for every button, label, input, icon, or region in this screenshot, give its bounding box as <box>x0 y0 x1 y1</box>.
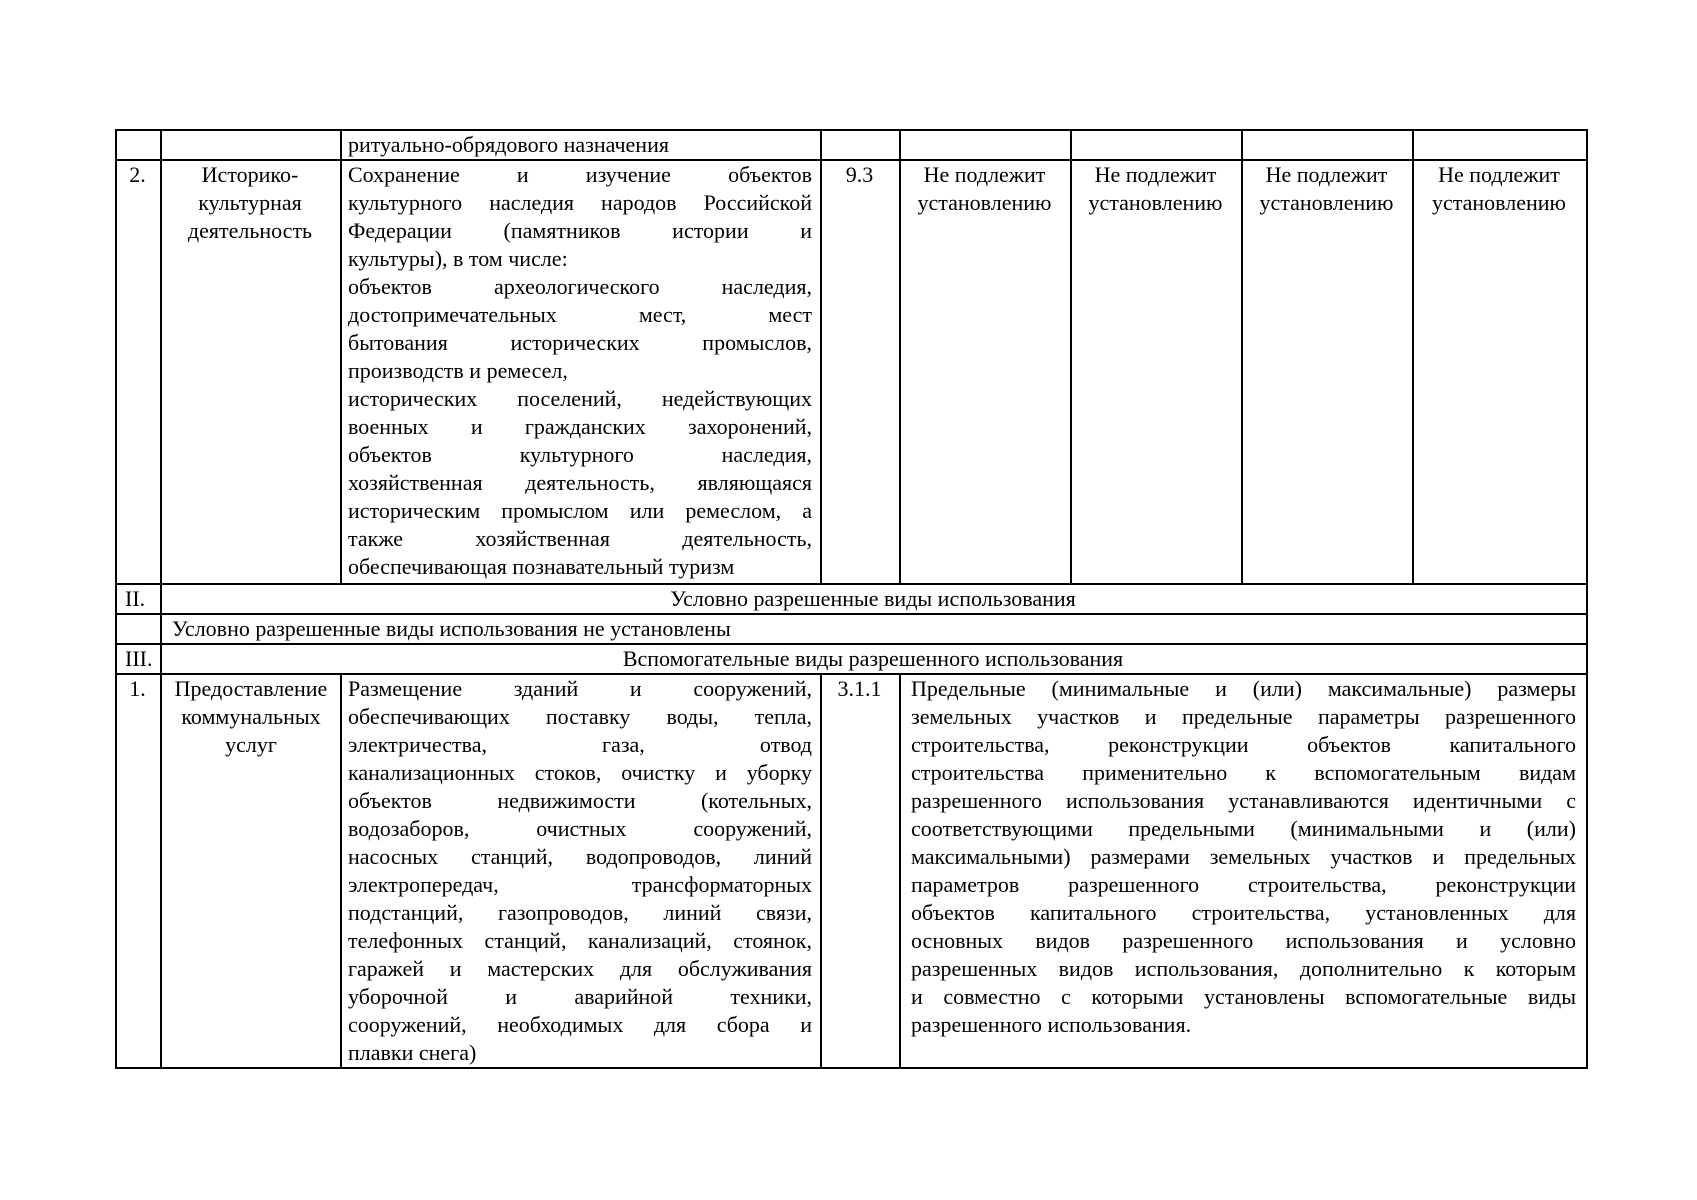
text-line: Предоставление <box>174 676 328 701</box>
text-line: культуры), в том числе: <box>348 246 568 271</box>
table-row-continuation <box>116 130 1587 160</box>
text-line: строительства, реконструкции объектов капитального <box>911 732 1576 757</box>
text-line: обеспечивающая познавательный туризм <box>348 554 735 579</box>
text-line: установлению <box>1259 190 1394 215</box>
text-line: сооружений, необходимых для сбора и <box>348 1012 812 1037</box>
cell-param-1 <box>900 160 1071 584</box>
land-use-table <box>115 129 1588 1069</box>
text-line: объектов археологического наследия, <box>348 274 812 299</box>
text-line: установлению <box>1088 190 1223 215</box>
text-line: электричества, газа, отвод <box>348 732 812 757</box>
text-line: военных и гражданских захоронений, <box>348 414 812 439</box>
text-line: канализационных стоков, очистку и уборку <box>348 760 812 785</box>
cell-use-description <box>341 674 821 1068</box>
cell-parameters-text <box>900 674 1587 1068</box>
text-line: Предельные (минимальные и (или) максимальные) размеры <box>911 676 1576 701</box>
text-line: объектов капитального строительства, установленных для <box>911 900 1576 925</box>
cell-use-description <box>341 160 821 584</box>
text-line: и совместно с которыми установлены вспомогательные виды <box>911 984 1576 1009</box>
text-line: уборочной и аварийной техники, <box>348 984 812 1009</box>
cell-description: ритуально-обрядового назначения <box>341 130 821 160</box>
cell-code-empty <box>821 130 900 160</box>
cell-classifier-code: 9.3 <box>821 160 900 584</box>
text-line: услуг <box>225 732 277 757</box>
text-line: Не подлежит <box>923 162 1046 187</box>
cell-classifier-code: 3.1.1 <box>821 674 900 1068</box>
cell-row-number: 1. <box>116 674 161 1068</box>
text-line: культурного наследия народов Российской <box>348 190 812 215</box>
cell-use-name <box>161 160 341 584</box>
section-number: III. <box>116 644 161 674</box>
section-heading-row-iii <box>116 644 1587 674</box>
cell-num-empty <box>116 130 161 160</box>
text-line: историческим промыслом или ремеслом, а <box>348 498 812 523</box>
section-title: Вспомогательные виды разрешенного использования <box>161 644 1587 674</box>
text-line: достопримечательных мест, мест <box>348 302 812 327</box>
cell-row-number: 2. <box>116 160 161 584</box>
text-line: максимальными) размерами земельных участков и предельных <box>911 844 1576 869</box>
text-line: исторических поселений, недействующих <box>348 386 812 411</box>
text-line: Историко- <box>201 162 299 187</box>
cell-param-3 <box>1242 160 1413 584</box>
cell-param-empty <box>1071 130 1242 160</box>
text-line: разрешенных видов использования, дополнительно к которым <box>911 956 1576 981</box>
text-line: объектов недвижимости (котельных, <box>348 788 812 813</box>
cell-num-empty <box>116 614 161 644</box>
text-line: хозяйственная деятельность, являющаяся <box>348 470 812 495</box>
text-line: разрешенного использования. <box>911 1012 1192 1037</box>
table-row-utilities <box>116 674 1587 1068</box>
text-line: Не подлежит <box>1094 162 1217 187</box>
text-line: обеспечивающих поставку воды, тепла, <box>348 704 812 729</box>
text-line: Не подлежит <box>1438 162 1560 187</box>
text-line: строительства применительно к вспомогательным видам <box>911 760 1576 785</box>
text-line: разрешенного использования устанавливаются идентичными с <box>911 788 1576 813</box>
text-line: земельных участков и предельные параметры разрешенного <box>911 704 1576 729</box>
text-line: водозаборов, очистных сооружений, <box>348 816 812 841</box>
text-line: деятельность <box>187 218 313 243</box>
section-number: II. <box>116 584 161 614</box>
text-line: Сохранение и изучение объектов <box>348 162 812 187</box>
cell-param-empty <box>1413 130 1587 160</box>
text-line: объектов культурного наследия, <box>348 442 812 467</box>
text-line: плавки снега) <box>348 1040 477 1065</box>
cell-param-empty <box>1242 130 1413 160</box>
cell-name-empty <box>161 130 341 160</box>
cell-use-name <box>161 674 341 1068</box>
text-line: параметров разрешенного строительства, реконструкции <box>911 872 1576 897</box>
table-row-historical-cultural <box>116 160 1587 584</box>
text-line: также хозяйственная деятельность, <box>348 526 812 551</box>
cell-param-2 <box>1071 160 1242 584</box>
text-line: подстанций, газопроводов, линий связи, <box>348 900 812 925</box>
text-line: Не подлежит <box>1265 162 1388 187</box>
text-line: установлению <box>1431 190 1566 215</box>
text-line: соответствующими предельными (минимальными и (или) <box>911 816 1576 841</box>
text-line: основных видов разрешенного использования и условно <box>911 928 1576 953</box>
section-title: Условно разрешенные виды использования <box>161 584 1587 614</box>
text-line: телефонных станций, канализаций, стоянок, <box>348 928 812 953</box>
text-line: Федерации (памятников истории и <box>348 218 812 243</box>
section-heading-row-ii <box>116 584 1587 614</box>
text-line: бытования исторических промыслов, <box>348 330 812 355</box>
text-line: электропередач, трансформаторных <box>348 872 812 897</box>
cell-param-empty <box>900 130 1071 160</box>
text-line: Размещение зданий и сооружений, <box>348 676 812 701</box>
text-line: гаражей и мастерских для обслуживания <box>348 956 812 981</box>
section-note: Условно разрешенные виды использования не установлены <box>161 614 1587 644</box>
section-note-row <box>116 614 1587 644</box>
text-line: производств и ремесел, <box>348 358 568 383</box>
text-line: насосных станций, водопроводов, линий <box>348 844 812 869</box>
text-line: культурная <box>198 190 302 215</box>
text-line: коммунальных <box>181 704 321 729</box>
text-line: установлению <box>917 190 1052 215</box>
cell-param-4 <box>1413 160 1587 584</box>
